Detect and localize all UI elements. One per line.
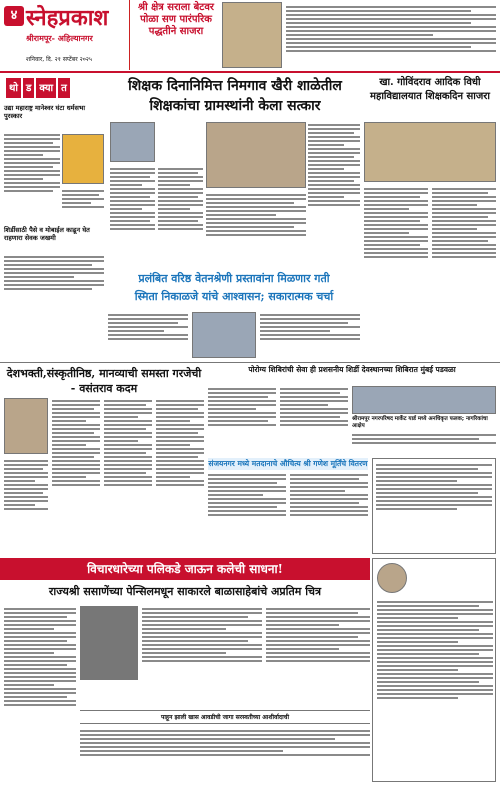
mid-headline: देशभक्ती,संस्कृतीनिष्ठ, मानव्याची समस्ता गरजेची - वसंतराव कदम xyxy=(6,367,202,395)
speaker-photo xyxy=(4,398,48,454)
main-story-col3 xyxy=(206,192,306,266)
wide-headline-line2: स्मिता निकाळजे यांचे आश्वासन; सकारात्मक चर्चा xyxy=(134,290,334,303)
main-story-col4 xyxy=(308,122,360,266)
mid-center2-headline: संजयनगर मध्ये मतदानाचे औचित्य श्री गणेश मूर्तिंचे वितरण xyxy=(208,459,368,468)
bottom-col1 xyxy=(4,606,76,782)
top-story xyxy=(132,2,220,68)
masthead-divider xyxy=(0,71,500,73)
bottom-col4 xyxy=(80,728,370,782)
left-story2-headline: शिर्डीसाठी पैसे व मोबाईल काढून घेत राहणारा सेवक जखमी xyxy=(4,226,90,242)
bottom-quote: पाहून झाली खास आवडीची जागा सरस्वतीच्या आशीर्वादाची xyxy=(80,710,370,724)
main-headline-line1: शिक्षक दिनानिमित्त निमगाव खैरी शाळेतील xyxy=(128,78,342,94)
mid-right-col3 xyxy=(352,432,496,456)
mid-story-col2 xyxy=(104,398,152,554)
top-story-body xyxy=(286,4,496,68)
mid-right-sub: श्रीरामपूर नगरपरिषद मार्केट यार्ड मध्ये अनधिकृत फलक; नागरिकांचा आक्षेप xyxy=(352,416,488,429)
left-story1-body xyxy=(4,132,60,222)
mid-right-headline: पोरोग्य शिबिरांची सेवा ही प्रशसनीय शिर्डी देवस्थानच्या शिबिरात मुंबई पडवळा xyxy=(248,365,456,374)
main-story-col2 xyxy=(158,166,203,266)
wide-story-col1 xyxy=(108,312,188,360)
notice-box xyxy=(372,458,496,554)
notice-panel xyxy=(372,558,496,782)
bottom-col3 xyxy=(266,606,370,706)
banner-letter: थो xyxy=(6,78,21,98)
bottom-headline: राज्यश्री ससाणेंच्या पेन्सिलमधून साकारले बाळासाहेबांचे अप्रतिम चित्र xyxy=(48,585,322,598)
portrait-sketch xyxy=(80,606,138,680)
edition-label: श्रीरामपूर- अहिल्यानगर xyxy=(26,34,93,43)
wide-headline xyxy=(108,270,360,310)
right-story1-headline: खा. गोविंदराव आदिक विधी महाविद्यालयात शिक्षकदिन साजरा xyxy=(370,77,490,102)
masthead xyxy=(0,0,130,70)
mid-story-col0 xyxy=(4,458,48,554)
issue-badge: ४ xyxy=(4,6,24,26)
paper-name: स्नेहप्रकाश xyxy=(26,5,109,31)
top-story-headline: श्री क्षेत्र सराला बेटवर पोळा सण पारंपरिक पद्धतीने साजरा xyxy=(137,2,214,37)
mid-story-col3 xyxy=(156,398,204,554)
wide-story-photo xyxy=(192,312,256,358)
mid-right-col1 xyxy=(208,386,276,456)
section-banner xyxy=(6,78,86,98)
section-divider xyxy=(0,362,500,363)
mid-right-photo xyxy=(352,386,496,414)
left-story1-photo xyxy=(62,134,104,184)
right-story1-col2 xyxy=(432,186,496,312)
right-story1-col1 xyxy=(364,186,428,312)
main-headline-line2: शिक्षकांचा ग्रामस्थांनी केला सत्कार xyxy=(149,98,321,114)
banner-letter: क्या xyxy=(36,78,56,98)
mid-center2-col1 xyxy=(208,472,286,554)
mid-story-col1 xyxy=(52,398,100,554)
right-story1-photo xyxy=(364,122,496,182)
banner-letter: त xyxy=(58,78,70,98)
notice-body xyxy=(377,599,493,779)
wide-headline-line1: प्रलंबित वरिष्ठ वेतनश्रेणी प्रस्तावांना मिळणार गती xyxy=(138,272,330,285)
notice-seal xyxy=(377,563,407,593)
mid-right-col2 xyxy=(280,386,348,456)
left-story1-headline: उद्या महाराष्ट्र मानेश्वर घंटा धर्मसभा पुरस्कार xyxy=(4,104,86,120)
main-headline xyxy=(110,76,360,120)
date-line: शनिवार, दि. २१ सप्टेंबर २०२५ xyxy=(26,56,93,63)
banner-letter: ड xyxy=(23,78,34,98)
main-story-photo xyxy=(206,122,306,188)
left-story1-body2 xyxy=(62,188,104,222)
main-story-col1 xyxy=(110,166,155,266)
story-photo xyxy=(110,122,155,162)
bottom-col2 xyxy=(142,606,262,706)
bottom-banner: विचारधारेच्या पलिकडे जाऊन कलेची साधना! xyxy=(0,558,370,580)
mid-center2-col2 xyxy=(290,472,368,554)
top-story-photo xyxy=(222,2,282,68)
wide-story-col2 xyxy=(260,312,360,360)
left-story2-body xyxy=(4,254,104,312)
